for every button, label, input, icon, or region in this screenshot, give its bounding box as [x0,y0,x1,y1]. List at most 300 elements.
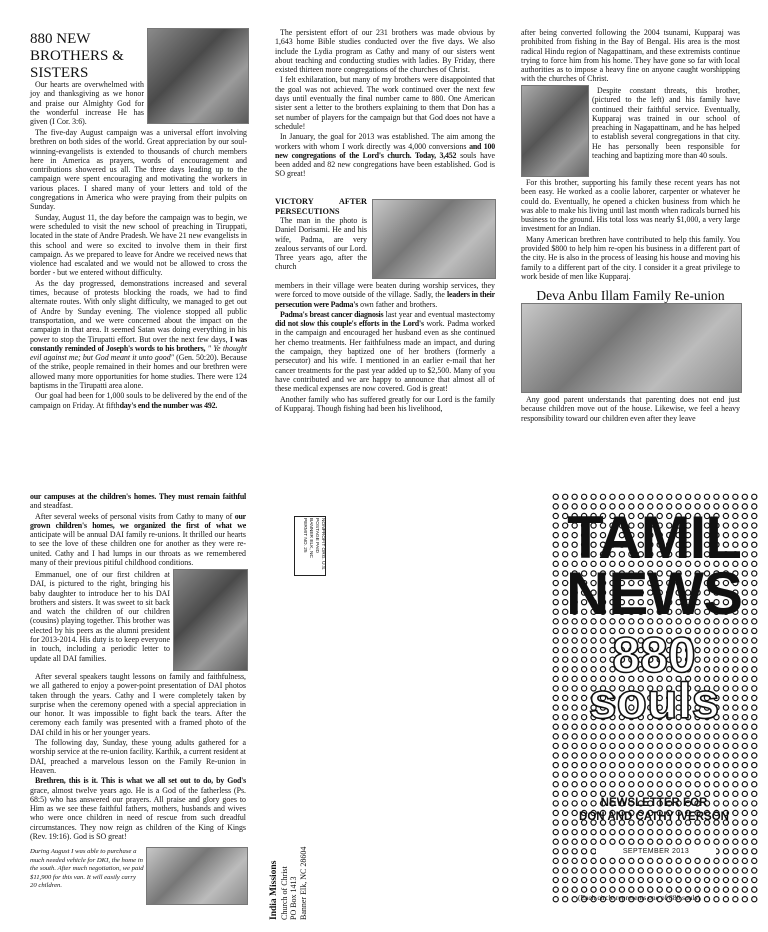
soul-circle [714,887,719,892]
soul-circle [704,772,709,777]
paragraph: Emmanuel, one of our first children at DAI, is pictured to the right, bringing his baby daughter to introduce her to his DAI brothers and sisters. It was sweet to sit back and watch the children of our children (cousins) playing together. This brother was elected by his peers as the alumni president for 2013-2014. His duty is to keep everyone in touch, including a periodic letter to update all DAI families. [30,570,170,663]
soul-circle [581,877,586,882]
soul-circle [591,858,596,863]
soul-circle [714,753,719,758]
photo-kupparaj [521,85,589,177]
address-line: PO Box 1413 [289,876,298,920]
paragraph: Any good parent understands that parenting does not end just because children move out of the house. Likewise, we feel a heavy responsibility toward our children even after they leave [521,395,740,423]
soul-circle [695,772,700,777]
soul-circle [600,887,605,892]
soul-circle [657,858,662,863]
soul-circle [553,830,558,835]
soul-circle [714,877,719,882]
soul-circle [619,753,624,758]
soul-circle [610,762,615,767]
soul-circle [704,858,709,863]
soul-circle [563,897,568,902]
soul-circle [723,877,728,882]
soul-circle [553,743,558,748]
soul-circle [676,734,681,739]
soul-circle [704,494,709,499]
soul-circle [600,772,605,777]
column-4 [30,492,246,568]
soul-circle [752,830,757,835]
photo-van [146,847,248,905]
soul-circle [591,494,596,499]
soul-circle [563,724,568,729]
cover-title-line: TAMIL [567,504,741,571]
soul-circle [619,868,624,873]
soul-circle [619,877,624,882]
soul-circle [591,762,596,767]
soul-circle [742,782,747,787]
soul-circle [714,858,719,863]
soul-circle [742,504,747,509]
soul-circle [610,887,615,892]
soul-circle [723,887,728,892]
soul-circle [695,753,700,758]
soul-circle [553,858,558,863]
soul-circle [742,887,747,892]
photo-emmanuel-daughter [173,569,248,671]
soul-circle [667,887,672,892]
soul-circle [657,734,662,739]
souls-number: 880 [612,627,696,683]
newsletter-line: DON AND CATHY IVERSON [579,811,729,823]
soul-circle [723,849,728,854]
soul-circle [733,868,738,873]
soul-circle [733,494,738,499]
soul-circle [685,734,690,739]
soul-circle [752,753,757,758]
soul-circle [723,772,728,777]
soul-circle [657,762,662,767]
soul-circle [581,887,586,892]
soul-circle [714,762,719,767]
soul-circle [563,868,568,873]
soul-circle [629,753,634,758]
paragraph: members in their village were beaten during worship services, they were forced to move outside of the village. Sadly, the leaders in their persecution were Padma's own father and brothers. [275,281,495,309]
newsletter-heading [548,796,760,824]
column-2-continued [275,281,495,414]
soul-circle [752,868,757,873]
photo-daniel-family [372,199,496,279]
soul-circle [667,772,672,777]
soul-circle [685,830,690,835]
section-heading: Deva Anbu Illam Family Re-union [536,288,725,303]
soul-circle [553,724,558,729]
soul-circle [657,753,662,758]
soul-circle [629,839,634,844]
soul-circle [563,494,568,499]
soul-circle [638,839,643,844]
soul-circle [685,743,690,748]
soul-circle [676,782,681,787]
soul-circle [733,753,738,758]
soul-circle [572,772,577,777]
soul-circle [600,762,605,767]
soul-circle [742,830,747,835]
soul-circle [629,830,634,835]
soul-circle [581,734,586,739]
soul-circle [742,734,747,739]
soul-circle [676,887,681,892]
soul-circle [591,830,596,835]
soul-circle [648,734,653,739]
soul-circle [695,858,700,863]
soul-circle [685,753,690,758]
column-3-reunion [521,395,740,424]
soul-circle [638,753,643,758]
soul-circle [648,868,653,873]
paragraph: The five-day August campaign was a universal effort involving brethren on both sides of the world. Great appreciation by our soul-winning-evangelists is extended to thousands of church members here in America as prayers, words of encouragement and contributions showered us all. The three days leading up to the campaign were spent encouraging and motivating the workers in various places. I shared many of your letters and told of the congregations in America who were praying from their pulpits on Sunday. [30,128,247,212]
paragraph: I felt exhilaration, but many of my brothers were disappointed that the goal was not achieved. The work continued over the next few days until eventually the final number came to 880. One American sister sent a letter to the brothers explaining to them that Don has a set number of players for the campaign but that God does not have a schedule! [275,75,495,131]
paragraph: Our goal had been for 1,000 souls to be delivered by the end of the campaign on Friday. At fifthday's end the number was 492. [30,391,247,410]
soul-circle [600,753,605,758]
soul-circle [610,839,615,844]
soul-circle [591,877,596,882]
soul-circle [619,772,624,777]
soul-circle [610,772,615,777]
soul-circle [742,753,747,758]
soul-circle [752,724,757,729]
soul-circle [610,877,615,882]
paragraph: After several speakers taught lessons on family and faithfulness, we all gathered to enjoy a power-point presentation of DAI photos taken through the years. Cathy and I were completely taken by surprise when the ceremony opened with a special appreciation in our honor. It was impossible to fight back the tears. After the ceremony each family was presented with a framed photo of the DAI child in his or her younger years. [30,672,246,737]
soul-circle [676,753,681,758]
paragraph: The man in the photo is Daniel Dorisami. He and his wife, Padma, are very zealous servants of our Lord. Three years ago, after the church [275,216,367,272]
soul-circle [648,887,653,892]
soul-circle [610,734,615,739]
soul-circle [563,830,568,835]
soul-circle [723,743,728,748]
soul-circle [629,858,634,863]
soul-circle [742,743,747,748]
soul-circle [572,743,577,748]
cover-title-line: NEWS [566,560,742,627]
soul-circle [723,753,728,758]
paragraph: After several weeks of personal visits from Cathy to many of our grown children's homes, we organized the first of what we anticipate will be annual DAI family re-unions. It thrilled our hearts to see the love of these children one for another as they were re-united. Cathy and I had lumps in our throats as we remembered many of their previous pitiful childhood conditions. [30,511,246,568]
soul-circle [723,494,728,499]
newsletter-line: NEWSLETTER FOR [600,797,708,809]
soul-circle [610,858,615,863]
soul-circle [553,887,558,892]
soul-circle [723,868,728,873]
soul-circle [581,762,586,767]
address-line: Church of Christ [279,866,289,920]
soul-circle [572,849,577,854]
soul-circle [714,734,719,739]
soul-circle [704,830,709,835]
soul-circle [714,868,719,873]
soul-circle [752,734,757,739]
soul-circle [676,494,681,499]
van-caption: During August I was able to purchase a much needed vehicle for DKI, the home in the south. After much negotiation, we paid $11,900 for this van. It will easily carry 20 children. [30,848,144,889]
soul-circle [733,772,738,777]
soul-circle [667,868,672,873]
column-4-emmanuel [30,570,170,664]
return-address [270,812,330,920]
soul-circle [704,762,709,767]
soul-circle [572,897,577,902]
soul-circle [638,734,643,739]
soul-circle [695,743,700,748]
soul-circle [714,782,719,787]
soul-circle [610,830,615,835]
soul-circle [572,494,577,499]
soul-circle [723,782,728,787]
soul-circle [572,877,577,882]
soul-circle [695,887,700,892]
soul-circle [733,734,738,739]
soul-circle [657,772,662,777]
soul-circle [667,743,672,748]
soul-circle [563,858,568,863]
soul-circle [648,839,653,844]
souls-outline-text [548,627,760,729]
soul-circle [695,868,700,873]
soul-circle [657,839,662,844]
soul-circle [610,743,615,748]
soul-circle [581,743,586,748]
photo-two-brothers [147,28,249,124]
soul-circle [600,877,605,882]
soul-circle [685,868,690,873]
soul-circle [733,839,738,844]
soul-circle [704,877,709,882]
soul-circle [676,877,681,882]
soul-circle [591,839,596,844]
soul-circle [742,858,747,863]
soul-circle [723,830,728,835]
soul-circle [638,868,643,873]
soul-circle [563,877,568,882]
soul-circle [600,868,605,873]
soul-circle [752,877,757,882]
soul-circle [553,849,558,854]
soul-circle [733,762,738,767]
soul-circle [638,772,643,777]
soul-circle [629,877,634,882]
soul-circle [667,839,672,844]
soul-circle [723,839,728,844]
soul-circle [742,877,747,882]
paragraph: Despite constant threats, this brother, (pictured to the left) and his family have continued their faithful service. Eventually, Kupparaj was trained in our school of preaching in Nagapattinam, and he has helped to establish several congregations in that city. He has personally been responsible for teaching and baptizing more than 40 souls. [592,86,740,161]
soul-circle [563,849,568,854]
soul-circle [553,782,558,787]
soul-circle [704,887,709,892]
soul-circle [733,849,738,854]
soul-circle [600,743,605,748]
soul-circle [676,762,681,767]
paragraph: Many American brethren have contributed to help this family. You provided $800 to help him re-open his business in a different part of the city. He is also in the process of leasing his house and moving his family to a different part of the city. I consider it a great privilege to work beside of men like Kupparaj. [521,234,740,281]
soul-circle [563,839,568,844]
soul-circle [667,734,672,739]
soul-circle [591,868,596,873]
soul-circle [733,858,738,863]
soul-circle [742,849,747,854]
souls-word: souls [588,673,720,729]
soul-circle [563,734,568,739]
soul-circle [619,839,624,844]
soul-circle [752,494,757,499]
soul-circle [733,724,738,729]
soul-circle [600,782,605,787]
soul-circle [752,858,757,863]
soul-circle [752,743,757,748]
soul-circle [723,858,728,863]
soul-circle [581,830,586,835]
soul-circle [742,494,747,499]
soul-circle [752,772,757,777]
soul-circle [600,494,605,499]
soul-circle [685,772,690,777]
soul-circle [752,504,757,509]
soul-circle [676,830,681,835]
soul-circle [676,868,681,873]
soul-circle [667,858,672,863]
soul-circle [695,877,700,882]
soul-circle [648,772,653,777]
soul-circle [667,762,672,767]
soul-circle [733,743,738,748]
soul-circle [723,724,728,729]
soul-circle [610,494,615,499]
soul-circle [695,839,700,844]
soul-circle [629,494,634,499]
soul-circle [752,887,757,892]
soul-circle [572,830,577,835]
paragraph: Sunday, August 11, the day before the campaign was to begin, we were scheduled to visit the new school of preaching in Tiruppati, located in the state of Andre Pradesh. We have 21 new evangelists in this school and were so excited to involve them in their first campaign. As we prepared to leave for Andre we received news that violence had escalated and we would not be allowed to cross the border - but we entered without difficulty. [30,212,247,278]
soul-circle [742,839,747,844]
article-title: 880 NEW BROTHERS & SISTERS [30,31,124,81]
soul-circle [629,762,634,767]
soul-circle [572,724,577,729]
cover-title [548,504,760,627]
soul-circle [619,762,624,767]
column-1-body [30,128,247,411]
address-line: Banner Elk, NC 28604 [298,846,308,920]
soul-circle [553,753,558,758]
soul-circle [572,887,577,892]
paragraph: Padma's breast cancer diagnosis last year and eventual mastectomy did not slow this couple's efforts in the Lord's work. Padma worked in the campaign and encouraged her husband even as she continued her chemo treatments. Her faithfulness made an impact, and during the campaign, they baptized one of her brothers (formerly a persecutor) and his wife. I mentioned in an earlier e-mail that her cancer treatments for the past year added up to $2,500. Many of you have contributed and we are happy to announce that almost all of these medical expenses are now covered. God is great! [275,309,495,394]
soul-circle [619,887,624,892]
soul-circle [733,830,738,835]
soul-circle [600,839,605,844]
subheading: VICTORY AFTER PERSECUTIONS [275,197,367,216]
soul-circle [572,762,577,767]
soul-circle [572,858,577,863]
soul-circle [704,743,709,748]
soul-circle [657,877,662,882]
soul-circle [591,887,596,892]
postage-permit-box [294,516,326,576]
paragraph: our campuses at the children's homes. They must remain faithful and steadfast. [30,492,246,511]
soul-circle [733,877,738,882]
soul-circle [581,858,586,863]
soul-circle [581,753,586,758]
soul-circle [657,830,662,835]
soul-circle [553,839,558,844]
soul-circle [581,724,586,729]
soul-circle [619,743,624,748]
column-3-body [521,178,740,282]
issue-date: SEPTEMBER 2013 [596,846,716,857]
soul-circle [723,734,728,739]
soul-circle [648,858,653,863]
circle-note: (Each circle represents one of 880 souls) [578,893,701,902]
soul-circle [581,839,586,844]
soul-circle [572,734,577,739]
soul-circle [638,762,643,767]
soul-circle [667,830,672,835]
paragraph: The following day, Sunday, these young adults gathered for a worship service at the re-union facility. Karthik, a current resident at DAI, preached a marvelous lesson on the Family Re-union in Heaven. [30,738,246,775]
soul-circle [695,762,700,767]
soul-circle [563,743,568,748]
column-3-kupparaj [592,86,740,161]
soul-circle [572,753,577,758]
column-2 [275,28,495,180]
soul-circle [695,830,700,835]
soul-circle [648,753,653,758]
soul-circle [638,830,643,835]
soul-circle [742,762,747,767]
soul-circle [638,887,643,892]
soul-circle [648,830,653,835]
column-4-body [30,672,246,842]
soul-circle [629,743,634,748]
paragraph: Another family who has suffered greatly for our Lord is the family of Kupparaj. Though fishing had been his livelihood, [275,394,495,413]
soul-circle [638,494,643,499]
soul-circle [667,494,672,499]
paragraph: The persistent effort of our 231 brothers was made obvious by 1,643 home Bible studies conducted over the five days. We also include the Lydia program as Cathy and many of our sisters went about teaching and conducting studies with ladies. By Friday, there existed thirteen more congregations of the churches of Christ. [275,28,495,75]
soul-circle [619,858,624,863]
paragraph: For this brother, supporting his family these recent years has not been easy. He worked as a coolie laborer, carpenter or whatever he could do. Eventually, he opened a chicken business from which he was able to make his living until last month when radicals burned his business to the ground. His total loss was nearly $1,000, a very large investment for an Indian. [521,178,740,234]
soul-circle [553,504,558,509]
soul-circle [695,734,700,739]
soul-circle [676,858,681,863]
soul-circle [685,877,690,882]
soul-circle [714,743,719,748]
postage-permit-text: NONPROFIT ORG. U.S. POSTAGE PAID BANNER ELK, NC PERMIT NO. 25 [302,518,325,571]
soul-circle [752,762,757,767]
soul-circle [581,849,586,854]
paragraph: Brethren, this is it. This is what we all set out to do, by God's grace, almost twelve years ago. He is a God of the fatherless (Ps. 68:5) who has answered our prayers. All praise and glory goes to Him as we see these faithful fathers, mothers, husbands and wives who were once children in need of rescue from such dreadful circumstances. They now reign as children of the King of Kings (Rev. 19:16). God is SO great! [30,776,246,842]
soul-circle [742,772,747,777]
paragraph: after being converted following the 2004 tsunami, Kupparaj was prohibited from fishing in the Bay of Bengal. His area is the most radical Hindu region of Nagapattinam, and these extremists continue trying to force him from his home. They have gone so far with local authorities as to impose a heavy fine on anyone caught worshipping with the churches of Christ. [521,28,740,84]
soul-circle [629,782,634,787]
soul-circle [667,753,672,758]
soul-circle [553,762,558,767]
soul-circle [704,753,709,758]
intro-paragraph: Our hearts are overwhelmed with joy and thanksgiving as we honor and praise our Almighty God for the wonderful increase He has given (I Cor. 3:6). [30,80,144,127]
soul-circle [610,782,615,787]
soul-circle [629,734,634,739]
paragraph: In January, the goal for 2013 was established. The aim among the workers with whom I work directly was 4,000 conversions and 100 new congregations of the Lord's church. Today, 3,452 souls have been added and 82 new congregations have been established. God is SO great! [275,132,495,179]
soul-circle [563,772,568,777]
soul-circle [676,743,681,748]
soul-circle [591,782,596,787]
soul-circle [581,772,586,777]
soul-circle [553,734,558,739]
soul-circle [667,877,672,882]
soul-circle [553,868,558,873]
soul-circle [667,782,672,787]
soul-circle [733,887,738,892]
soul-circle [657,743,662,748]
soul-circle [591,734,596,739]
soul-circle [591,753,596,758]
soul-circle [685,858,690,863]
